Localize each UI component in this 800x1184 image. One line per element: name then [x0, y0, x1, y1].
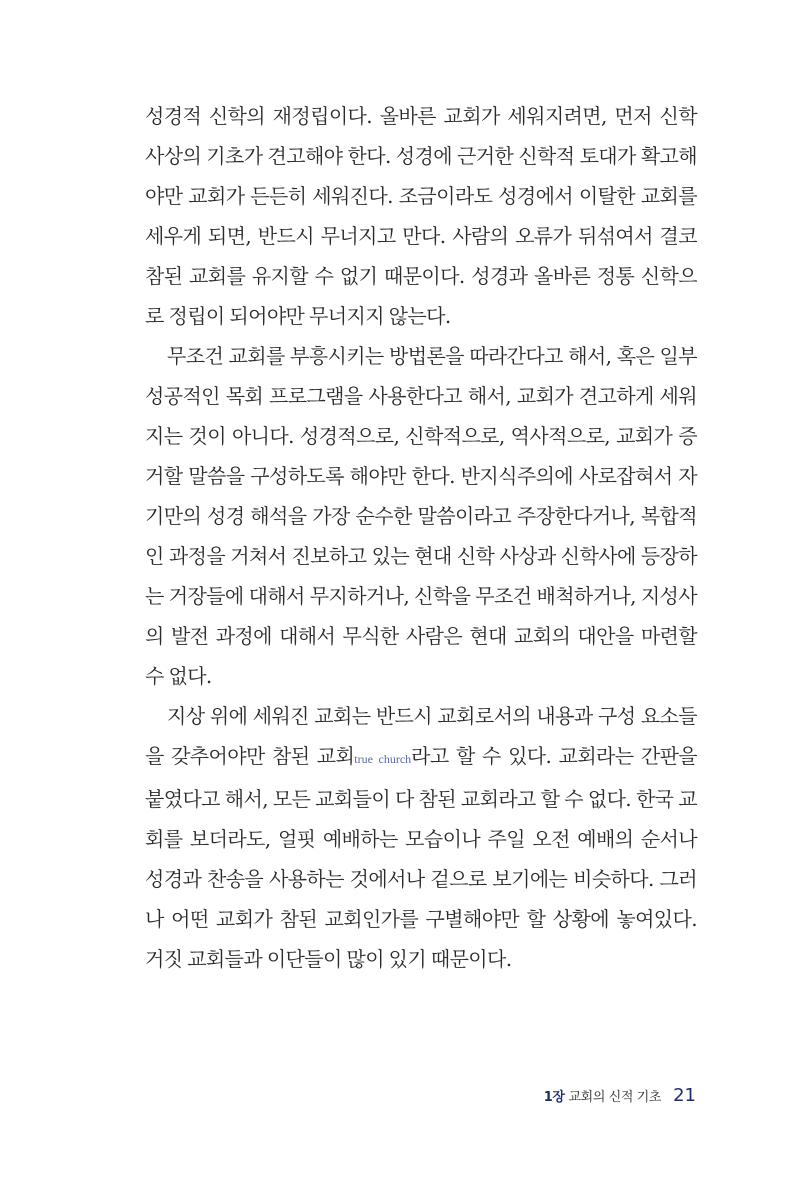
- body-text: [145, 96, 697, 979]
- paragraph-3-after: 라고 할 수 있다. 교회라는 간판을 붙였다고 해서, 모든 교회들이 다 참된 교회라고 할 수 없다. 한국 교회를 보더라도, 얼핏 예배하는 모습이나 주일 오전 예배의 순서나 성경과 찬송을 사용하는 것에서나 겉으로 보기에는 비슷하다. 그러나 어떤 교회가 참된 교회인가를 구별해야만 할 상황에 놓여있다. 거짓 교회들과 이단들이 많이 있기 때문이다.: [145, 744, 698, 971]
- chapter-number: 1장: [543, 1090, 565, 1105]
- paragraph-2: 무조건 교회를 부흥시키는 방법론을 따라간다고 해서, 혹은 일부 성공적인 목회 프로그램을 사용한다고 해서, 교회가 견고하게 세워지는 것이 아니다. 성경적으로, 신학적으로, 역사적으로, 교회가 증거할 말씀을 구성하도록 해야만 한다. 반지식주의에 사로잡혀서 자기만의 성경 해석을 가장 순수한 말씀이라고 주장한다거나, 복합적인 과정을 거쳐서 진보하고 있는 현대 신학 사상과 신학사에 등장하는 거장들에 대해서 무지하거나, 신학을 무조건 배척하거나, 지성사의 발전 과정에 대해서 무식한 사람은 현대 교회의 대안을 마련할 수 없다.: [145, 344, 697, 688]
- paragraph-3-before: 지상 위에 세워진 교회는 반드시 교회로서의 내용과 구성 요소들을 갖추어야만 참된 교회: [145, 704, 697, 768]
- chapter-title: 교회의 신적 기초: [568, 1090, 662, 1105]
- paragraph-3: [145, 696, 697, 979]
- running-footer: [544, 1085, 696, 1109]
- page-number: 21: [673, 1085, 696, 1106]
- paragraph-1: 성경적 신학의 재정립이다. 올바른 교회가 세워지려면, 먼저 신학 사상의 기초가 견고해야 한다. 성경에 근거한 신학적 토대가 확고해야만 교회가 든든히 세워진다. 조금이라도 성경에서 이탈한 교회를 세우게 되면, 반드시 무너지고 만다. 사람의 오류가 뒤섞여서 결코 참된 교회를 유지할 수 없기 때문이다. 성경과 올바른 정통 신학으로 정립이 되어야만 무너지지 않는다.: [145, 104, 697, 328]
- english-gloss: true church: [354, 752, 412, 766]
